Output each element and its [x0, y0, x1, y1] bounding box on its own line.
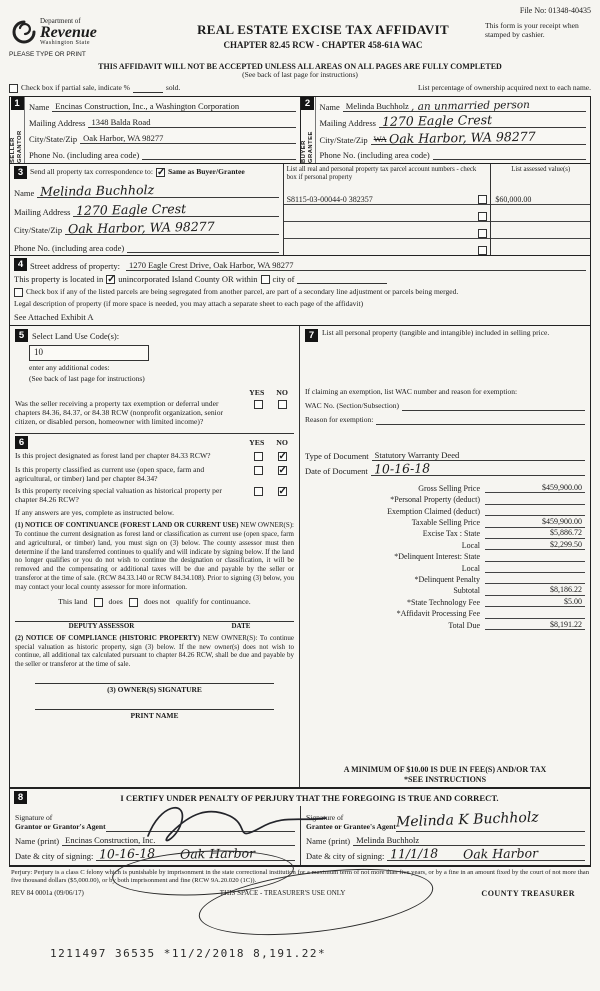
field-row [320, 149, 587, 160]
city-state-zip-label: City/State/Zip [319, 134, 368, 145]
mailing-address-label: Mailing Address [319, 118, 376, 129]
money-label: Taxable Selling Price [411, 518, 480, 528]
ownership-pct-note: List percentage of ownership acquired next to each name. [417, 83, 591, 93]
seller-csz-field[interactable]: Oak Harbor, WA 98277 [80, 133, 295, 144]
assessed-value-field[interactable] [491, 222, 590, 239]
logo-dept-text: Department of [40, 17, 81, 26]
grantee-date-city-field[interactable] [387, 845, 585, 862]
does-not-label: does not [143, 597, 171, 607]
right-column [300, 326, 590, 787]
deputy-assessor-line[interactable] [15, 621, 294, 630]
personal-property-blank-area[interactable] [305, 342, 585, 388]
no-header: NO [276, 437, 288, 447]
phone-label: Phone No. (including area code) [319, 150, 430, 161]
name-print-label: Name (print) [15, 836, 60, 847]
money-label: Subtotal [453, 586, 480, 596]
field-row [305, 400, 585, 411]
seller-side-strip [10, 97, 25, 163]
phone-label: Phone No. (including area code) [14, 243, 125, 254]
qualify-label: qualify for continuance. [176, 597, 251, 607]
parcel-numbers-column [283, 164, 492, 255]
parties-row [9, 96, 591, 164]
deputy-assessor-label: DEPUTY ASSESSOR [68, 621, 135, 630]
wac-number-field[interactable] [402, 400, 585, 411]
land-use-code-field[interactable]: 10 [29, 345, 149, 361]
excise-tax-state-value[interactable]: $5,886.72 [485, 528, 585, 538]
unincorporated-checkbox[interactable]: ✓ [107, 274, 116, 286]
correspondence-csz-handwritten: Oak Harbor, WA 98277 [68, 219, 215, 237]
section-5-number: 5 [15, 329, 28, 342]
money-label: *Personal Property (deduct) [390, 495, 480, 505]
notice1-body: NEW OWNER(S): To continue the current designation as forest land or classification as current use (open space, farm and agricultural, or timber) land, you must sign on (3) below. The county assessor must then determine if the land transferred continues to qualify and will indicate by signing below. If the land no longer qualifies or you do not wish to continue the designation or classification, it will be removed and the compensating or additional taxes will be due and payable by the seller or transferor at the time of sale. (RCW 84.33.140 or RCW 84.34.108). Prior to signing (3) below, you may contact your local county assessor for more information. [15, 521, 294, 591]
please-type-note: PLEASE TYPE OR PRINT [9, 51, 86, 59]
segregated-label: Check box if any of the listed parcels are being segregated from another parcel, are part of a secondary line adjustment or parcels being merged. [26, 286, 459, 296]
tax-correspondence-section [9, 164, 591, 256]
section-8-number: 8 [14, 791, 27, 804]
partial-percent-field[interactable] [133, 84, 163, 93]
additional-codes-label: enter any additional codes: [29, 363, 110, 373]
seller-vertical-label: SELLER [10, 137, 16, 164]
excise-tax-local-value[interactable]: $2,299.50 [485, 540, 585, 550]
subtotal-value[interactable]: $8,186.22 [485, 585, 585, 595]
grantor-printed-name-field[interactable]: Encinas Construction, Inc. [62, 835, 295, 846]
gross-selling-price-value[interactable]: $459,900.00 [485, 483, 585, 493]
city-checkbox[interactable] [261, 275, 270, 284]
name-label: Name [319, 102, 340, 113]
field-row [305, 460, 585, 477]
title-block [161, 17, 485, 50]
correspondence-address-handwritten: 1270 Eagle Crest [76, 200, 187, 218]
field-row [306, 845, 585, 862]
correspondence-csz-field[interactable] [65, 219, 278, 237]
minimum-fee-note: A MINIMUM OF $10.00 IS DUE IN FEE(S) AND/OR TAX [343, 765, 547, 775]
seller-phone-field[interactable] [142, 149, 295, 160]
money-label: Exemption Claimed (deduct) [387, 506, 480, 516]
street-address-field[interactable]: 1270 Eagle Crest Drive, Oak Harbor, WA 98277 [126, 260, 586, 271]
document-date-field[interactable] [371, 460, 585, 477]
see-instructions-note: *SEE INSTRUCTIONS [403, 774, 487, 784]
grantee-printed-name-field[interactable]: Melinda Buchholz [353, 835, 585, 846]
mailing-address-label: Mailing Address [14, 206, 71, 217]
section-4-number: 4 [14, 258, 27, 271]
assessed-values-column [491, 164, 590, 255]
city-state-zip-label: City/State/Zip [29, 134, 78, 145]
form-title: REAL ESTATE EXCISE TAX AFFIDAVIT [197, 22, 449, 38]
field-row [29, 149, 296, 160]
money-label: Local [461, 563, 480, 573]
total-due-value[interactable]: $8,191.22 [485, 620, 585, 630]
forest-no-checkbox[interactable]: ✓ [278, 450, 287, 462]
exemption-reason-field[interactable] [376, 414, 585, 425]
money-label: *Delinquent Penalty [414, 575, 480, 585]
buyer-name-field[interactable] [343, 101, 586, 112]
field-row [319, 112, 587, 130]
field-row [319, 128, 587, 147]
parcel-row [284, 222, 491, 239]
money-label: Local [461, 540, 480, 550]
property-location-section [9, 256, 591, 326]
document-date-label: Date of Document [305, 465, 368, 476]
form-footer [9, 887, 591, 898]
perjury-certification-line: I CERTIFY UNDER PENALTY OF PERJURY THAT THE FOREGOING IS TRUE AND CORRECT. [120, 792, 499, 803]
does-label: does [108, 597, 123, 607]
buyer-name-handwritten: , an unmarried person [410, 99, 530, 114]
if-yes-note: If any answers are yes, complete as instructed below. [15, 507, 175, 517]
taxable-selling-price-value[interactable]: $459,900.00 [485, 517, 585, 527]
delinquent-interest-state-value[interactable] [485, 552, 585, 562]
personal-property-checkbox[interactable] [478, 229, 487, 238]
minimum-fee-block [305, 765, 585, 784]
grantee-date-handwritten: 11/1/18 [390, 845, 439, 862]
street-address-label: Street address of property: [30, 261, 120, 272]
parcel-row [284, 239, 491, 255]
partial-sale-checkbox[interactable] [9, 84, 18, 93]
tax-computation-table [305, 482, 585, 630]
document-type-field[interactable]: Statutory Warranty Deed [372, 450, 585, 461]
money-label: *Delinquent Interest: State [394, 552, 480, 562]
owners-signature-label: (3) OWNER(S) SIGNATURE [107, 684, 202, 694]
forest-land-question-row [15, 452, 294, 463]
name-print-label: Name (print) [306, 836, 351, 847]
current-use-yes-checkbox[interactable] [254, 466, 263, 475]
buyer-csz-struck-text: WA [373, 133, 387, 144]
does-not-checkbox[interactable] [129, 598, 138, 607]
field-row [29, 117, 296, 128]
same-as-buyer-label: Same as Buyer/Grantee [167, 167, 245, 177]
historic-yes-checkbox[interactable] [254, 487, 263, 496]
middle-columns [9, 326, 591, 788]
delinquent-penalty-value[interactable] [485, 574, 585, 584]
field-row [15, 845, 295, 862]
assessed-value-field[interactable] [491, 205, 590, 222]
see-back-instructions: (See back of last page for instructions) [29, 373, 145, 383]
correspondence-name-handwritten: Melinda Buchholz [40, 181, 155, 199]
parcel-row [284, 188, 491, 205]
buyer-side-strip [301, 97, 316, 163]
grantee-vertical-label: GRANTEE [307, 131, 314, 164]
field-row [29, 133, 296, 144]
current-use-question: Is this property classified as current use (open space, farm and agricultural, or timber) land per chapter 84.34? [15, 464, 205, 483]
send-correspondence-label: Send all property tax correspondence to: [30, 167, 153, 177]
buyer-grantee-box [301, 96, 592, 164]
this-land-label: This land [58, 597, 88, 607]
perjury-statement: Perjury: Perjury is a class C felony which is punishable by imprisonment in the state correctional institution for a maximum term of not more than five years, or by a fine in an amount fixed by the court of not more than five thousand dollars ($5,000.00), or by both imprisonment and fine (RCW 9A.20.020 (1C)). [9, 866, 591, 886]
phone-label: Phone No. (including area code) [29, 150, 140, 161]
field-row [306, 835, 585, 846]
certification-section [9, 788, 591, 866]
buyer-phone-field[interactable] [433, 149, 586, 160]
grantor-date-city-field[interactable] [96, 845, 295, 862]
field-row [29, 101, 296, 112]
affidavit-processing-fee-value[interactable] [485, 609, 585, 619]
grantor-agent-label: Grantor or Grantor's Agent [15, 822, 106, 832]
legal-description-label: Legal description of property (if more space is needed, you may attach a separate sheet to each page of the affidavit) [14, 298, 364, 308]
grantor-signature-field[interactable] [106, 812, 295, 832]
no-header: NO [276, 387, 288, 397]
grantor-signature-block [10, 806, 300, 865]
money-label: Total Due [448, 620, 480, 630]
field-row [305, 450, 585, 461]
revenue-swoosh-icon [9, 19, 37, 45]
form-subtitle: CHAPTER 82.45 RCW - CHAPTER 458-61A WAC [223, 39, 423, 50]
parcel-row [284, 205, 491, 222]
name-label: Name [14, 187, 35, 198]
correspondence-address-field[interactable] [73, 200, 278, 218]
date-label: DATE [231, 621, 251, 630]
document-date-handwritten: 10-16-18 [373, 460, 431, 477]
file-number: File No: 01348-40435 [519, 6, 591, 15]
exemption-no-checkbox[interactable] [278, 400, 287, 409]
county-treasurer-label: COUNTY TREASURER [481, 888, 575, 898]
logo-state-text: Washington State [40, 40, 91, 47]
notice-of-continuance [15, 521, 294, 591]
section-7-number: 7 [305, 329, 318, 342]
personal-property-checkbox[interactable] [478, 195, 487, 204]
notice2-title: (2) NOTICE OF COMPLIANCE (HISTORIC PROPERTY) [15, 633, 201, 642]
section-2-number: 2 [301, 97, 314, 110]
receipt-note: This form is your receipt when stamped by cashier. [485, 21, 579, 40]
delinquent-interest-local-value[interactable] [485, 563, 585, 573]
historic-question-row [15, 487, 294, 505]
field-row [14, 181, 279, 199]
historic-question: Is this property receiving special valuation as historical property per chapter 84.26 RCW? [15, 485, 222, 504]
money-label: *Affidavit Processing Fee [396, 609, 480, 619]
grantor-date-handwritten: 10-16-18 [99, 845, 156, 862]
parcel-numbers-header: List all real and personal property tax parcel account numbers - check box if personal property [286, 166, 477, 182]
forest-yes-checkbox[interactable] [254, 452, 263, 461]
seller-address-field[interactable]: 1348 Balda Road [88, 117, 295, 128]
exemption-blank-area[interactable] [305, 425, 585, 447]
segregated-checkbox[interactable] [14, 288, 23, 297]
form-header [9, 17, 591, 58]
forest-land-question: Is this project designated as forest land per chapter 84.33 RCW? [15, 450, 211, 460]
exemption-question: Was the seller receiving a property tax exemption or deferral under chapters 84.36, 84.37, or 84.38 RCW (nonprofit organization, senior citizen, or disabled person, homeowner with limited income)? [15, 398, 224, 426]
unincorporated-county-label: unincorporated Island County OR within [118, 274, 258, 285]
assessed-values-header: List assessed value(s) [511, 166, 571, 174]
continuance-qualify-row [15, 597, 294, 606]
exemption-claimed-value[interactable] [485, 506, 585, 516]
grantee-signature-field[interactable] [395, 809, 585, 832]
buyer-vertical-label: BUYER [300, 140, 307, 164]
grantor-vertical-label: GRANTOR [17, 130, 23, 164]
buyer-csz-field[interactable] [371, 128, 586, 147]
name-label: Name [29, 102, 50, 113]
partial-sale-label: Check box if partial sale, indicate % [21, 83, 130, 93]
grantee-city-handwritten: Oak Harbor [462, 845, 538, 862]
field-row [305, 414, 585, 425]
yes-header: YES [249, 387, 265, 397]
mailing-address-label: Mailing Address [29, 118, 86, 129]
field-row [14, 242, 279, 253]
exemption-yes-checkbox[interactable] [254, 400, 263, 409]
current-use-question-row [15, 466, 294, 484]
does-checkbox[interactable] [94, 598, 103, 607]
legal-description-value[interactable]: See Attached Exhibit A [14, 312, 94, 323]
section-3-number: 3 [14, 166, 27, 179]
money-label: Gross Selling Price [418, 483, 480, 493]
section-6-number: 6 [15, 436, 28, 449]
signature-of-label: Signature of [306, 813, 344, 823]
notice-of-compliance [15, 634, 294, 669]
grantee-signature-handwritten: Melinda K Buchholz [395, 809, 539, 831]
assessed-value-field[interactable]: $60,000.00 [491, 188, 590, 205]
exemption-reason-label: Reason for exemption: [305, 415, 374, 425]
personal-property-label: List all personal property (tangible and intangible) included in selling price. [322, 328, 550, 338]
treasurer-space-label: THIS SPACE - TREASURER'S USE ONLY [219, 888, 346, 897]
cashier-stamp-line: 1211497 36535 *11/2/2018 8,191.22* [50, 947, 327, 960]
seller-grantor-box [9, 96, 301, 164]
wac-number-label: WAC No. (Section/Subsection) [305, 401, 399, 411]
land-use-label: Select Land Use Code(s): [32, 330, 120, 341]
logo-revenue-text: Revenue [40, 23, 97, 41]
dor-logo [9, 17, 161, 58]
correspondence-phone-field[interactable] [127, 242, 278, 253]
rev-form-number: REV 84 0001a (09/06/17) [11, 888, 84, 897]
city-of-label: city of [272, 274, 295, 285]
date-city-label: Date & city of signing: [15, 851, 94, 862]
warning-line: THIS AFFIDAVIT WILL NOT BE ACCEPTED UNLESS ALL AREAS ON ALL PAGES ARE FULLY COMPLETED [98, 61, 502, 71]
buyer-csz-handwritten: Oak Harbor, WA 98277 [388, 128, 536, 147]
located-in-label: This property is located in [14, 274, 104, 285]
notice1-title: (1) NOTICE OF CONTINUANCE (FOREST LAND OR CURRENT USE) [15, 521, 239, 530]
field-row [14, 219, 279, 237]
notice2-body: NEW OWNER(S): To continue special valuation as historic property, sign (3) below. If the new owner(s) does not wish to continue, all additional tax calculated pursuant to chapter 84.26 RCW, shall be due and payable by the seller or transferor at the time of sale. [15, 633, 295, 669]
sold-label: sold. [165, 83, 181, 93]
buyer-name-typed: Melinda Buchholz [345, 101, 409, 112]
parcel-number-field[interactable]: S8115-03-00044-0 382357 [286, 194, 373, 204]
yes-header: YES [249, 437, 265, 447]
assessed-value-field[interactable] [491, 239, 590, 255]
see-back-note: (See back of last page for instructions) [242, 70, 358, 80]
personal-property-checkbox[interactable] [478, 246, 487, 255]
field-row [14, 200, 279, 218]
same-as-buyer-checkbox[interactable]: ✓ [156, 167, 166, 179]
buyer-address-field[interactable] [379, 112, 586, 130]
date-city-label: Date & city of signing: [306, 851, 385, 862]
city-name-field[interactable] [297, 275, 387, 284]
print-name-block[interactable] [15, 709, 294, 721]
state-technology-fee-value[interactable]: $5.00 [485, 597, 585, 607]
exemption-question-row [15, 400, 294, 427]
partial-sale-row [9, 84, 591, 93]
signature-of-label: Signature of [15, 813, 53, 823]
historic-no-checkbox[interactable]: ✓ [278, 485, 287, 497]
city-state-zip-label: City/State/Zip [14, 225, 63, 236]
money-label: Excise Tax : State [422, 529, 480, 539]
document-type-label: Type of Document [305, 450, 369, 461]
grantee-signature-block [300, 806, 590, 865]
grantor-city-handwritten: Oak Harbor [179, 845, 255, 862]
money-label: *State Technology Fee [406, 597, 480, 607]
exemption-claim-label: If claiming an exemption, list WAC number and reason for exemption: [305, 387, 518, 397]
personal-property-checkbox[interactable] [478, 212, 487, 221]
correspondence-name-field[interactable] [37, 181, 278, 199]
current-use-no-checkbox[interactable]: ✓ [278, 464, 287, 476]
field-row [320, 101, 587, 112]
personal-property-deduct-value[interactable] [485, 495, 585, 505]
grantee-agent-label: Grantee or Grantee's Agent [306, 822, 396, 832]
left-column [10, 326, 300, 787]
buyer-address-handwritten: 1270 Eagle Crest [381, 112, 493, 130]
print-name-label: PRINT NAME [130, 710, 179, 720]
section-1-number: 1 [11, 97, 24, 110]
seller-name-field[interactable]: Encinas Construction, Inc., a Washington Corporation [52, 101, 295, 112]
owners-signature-block[interactable] [15, 683, 294, 695]
